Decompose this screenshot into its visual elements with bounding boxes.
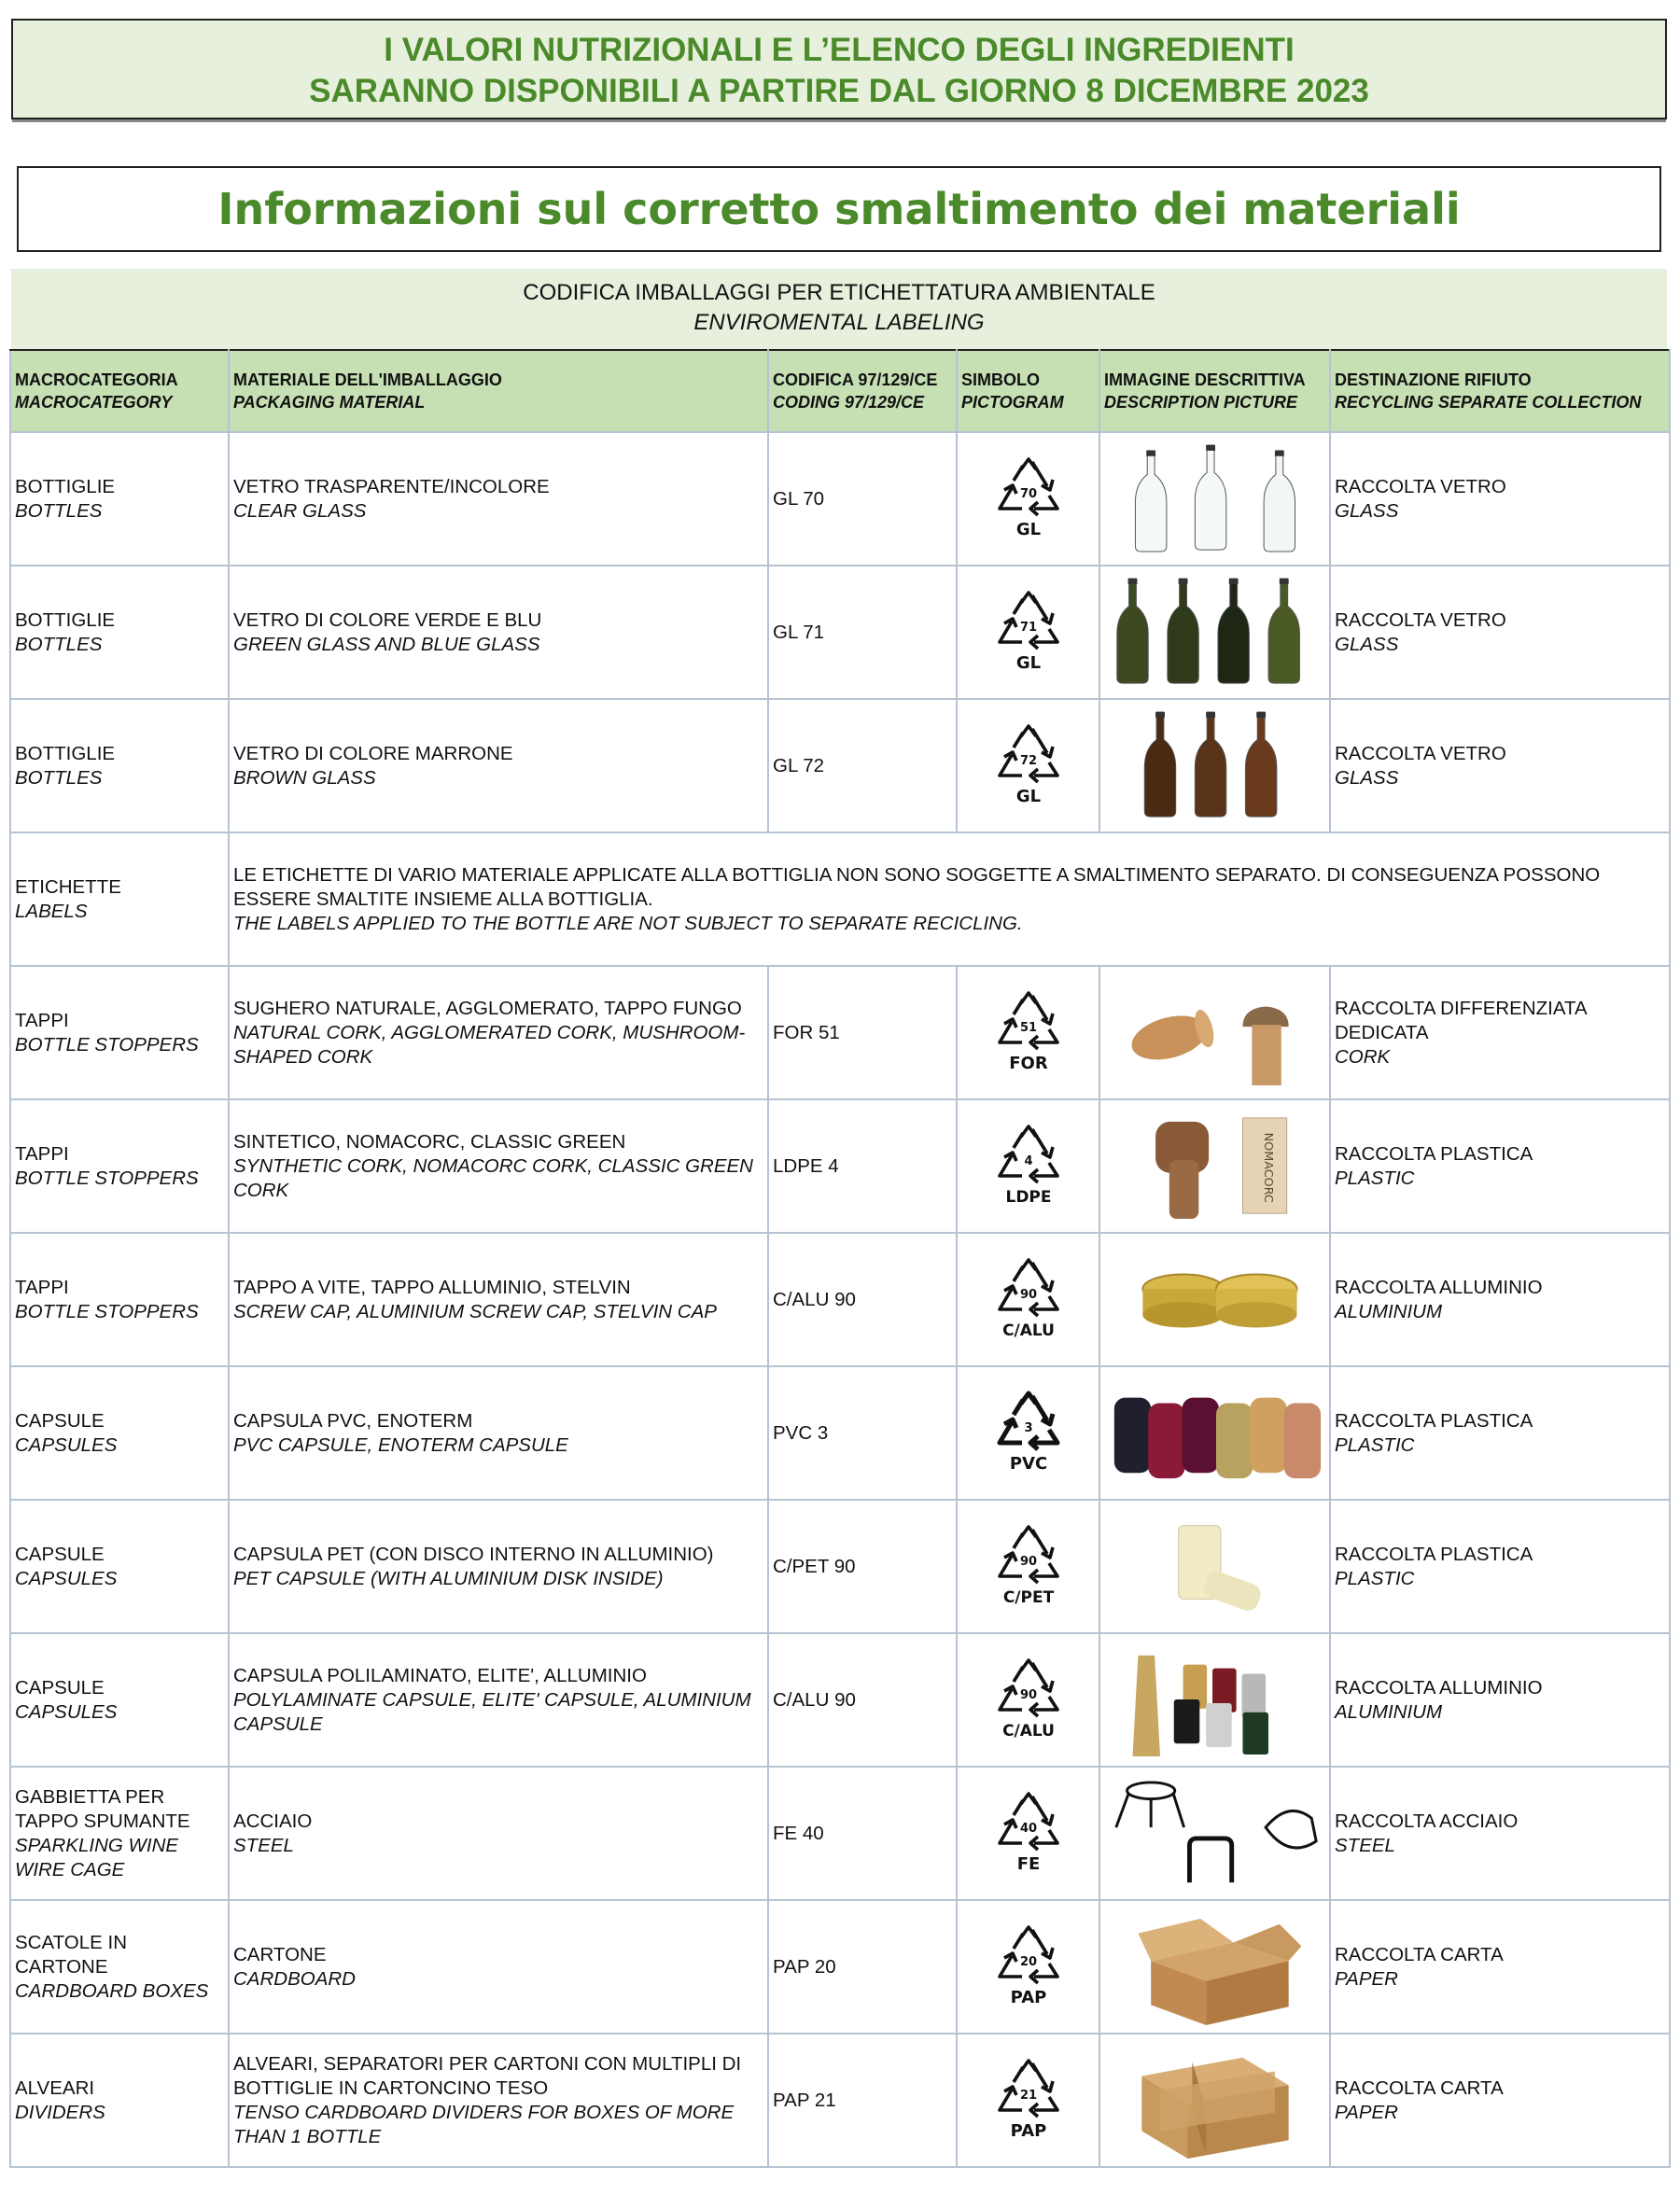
material-cell: VETRO TRASPARENTE/INCOLORE CLEAR GLASS	[229, 432, 768, 566]
recycling-triangle-icon	[991, 590, 1066, 676]
pictogram-cell	[957, 1500, 1099, 1633]
recycling-code-number: 90	[1019, 1287, 1037, 1302]
pictogram-cell	[957, 1366, 1099, 1500]
recycling-triangle-icon	[991, 1657, 1066, 1743]
coding-cell: LDPE 4	[768, 1099, 957, 1233]
picture-cell	[1099, 432, 1330, 566]
material-cell: CAPSULA POLILAMINATO, ELITE', ALLUMINIO POLYLAMINATE CAPSULE, ELITE' CAPSULE, ALUMINIUM CAPSULE	[229, 1633, 768, 1767]
recycling-code-label: FOR	[1008, 1053, 1048, 1073]
packaging-table	[9, 349, 1671, 2168]
table-row	[10, 1099, 1670, 1233]
pictogram-cell	[957, 566, 1099, 699]
macrocategory-cell: BOTTIGLIE BOTTLES	[10, 566, 229, 699]
destination-cell: RACCOLTA ALLUMINIO ALUMINIUM	[1330, 1233, 1670, 1366]
material-cell: SUGHERO NATURALE, AGGLOMERATO, TAPPO FUNGO NATURAL CORK, AGGLOMERATED CORK, MUSHROOM-SHAPED CORK	[229, 966, 768, 1099]
recycling-code-label: PAP	[1010, 1987, 1046, 2007]
recycling-code-number: 71	[1019, 620, 1037, 635]
recycling-code-label: FE	[1016, 1853, 1040, 1874]
destination-cell: RACCOLTA PLASTICA PLASTIC	[1330, 1500, 1670, 1633]
table-row	[10, 1500, 1670, 1633]
page-title: Informazioni sul corretto smaltimento dei materiali	[217, 184, 1461, 234]
green-glass-bottles-image	[1105, 570, 1325, 695]
material-cell: CAPSULA PVC, ENOTERM PVC CAPSULE, ENOTERM CAPSULE	[229, 1366, 768, 1500]
recycling-triangle-icon	[991, 990, 1066, 1076]
table-header-row	[10, 350, 1670, 432]
clear-glass-bottles-image	[1105, 437, 1325, 562]
picture-cell	[1099, 1767, 1330, 1900]
codifica-title-it: CODIFICA IMBALLAGGI PER ETICHETTATURA AMBIENTALE	[523, 280, 1155, 305]
recycling-triangle-icon	[991, 1257, 1066, 1343]
notice-line-1: I VALORI NUTRIZIONALI E L’ELENCO DEGLI INGREDIENTI	[384, 32, 1295, 68]
picture-cell	[1099, 966, 1330, 1099]
destination-cell: RACCOLTA ACCIAIO STEEL	[1330, 1767, 1670, 1900]
material-cell: CAPSULA PET (CON DISCO INTERNO IN ALLUMINIO) PET CAPSULE (WITH ALUMINIUM DISK INSIDE)	[229, 1500, 768, 1633]
pictogram-cell	[957, 966, 1099, 1099]
pvc-capsules-image	[1105, 1371, 1325, 1496]
coding-cell: PAP 21	[768, 2034, 957, 2167]
header-image: IMMAGINE DESCRITTIVA DESCRIPTION PICTURE	[1099, 350, 1330, 432]
destination-cell: RACCOLTA CARTA PAPER	[1330, 2034, 1670, 2167]
macrocategory-cell: CAPSULE CAPSULES	[10, 1633, 229, 1767]
header-coding: CODIFICA 97/129/CE CODING 97/129/CE	[768, 350, 957, 432]
material-cell: TAPPO A VITE, TAPPO ALLUMINIO, STELVIN SCREW CAP, ALUMINIUM SCREW CAP, STELVIN CAP	[229, 1233, 768, 1366]
cork-brand-text: NOMACORC	[1260, 1132, 1275, 1203]
material-cell: CARTONE CARDBOARD	[229, 1900, 768, 2034]
destination-cell: RACCOLTA CARTA PAPER	[1330, 1900, 1670, 2034]
coding-cell: C/ALU 90	[768, 1633, 957, 1767]
pictogram-cell	[957, 2034, 1099, 2167]
cardboard-box-image	[1105, 1905, 1325, 2030]
recycling-code-number: 4	[1023, 1153, 1033, 1168]
coding-cell: GL 71	[768, 566, 957, 699]
header-symbol: SIMBOLO PICTOGRAM	[957, 350, 1099, 432]
coding-cell: PAP 20	[768, 1900, 957, 2034]
coding-cell: FOR 51	[768, 966, 957, 1099]
material-cell: ACCIAIO STEEL	[229, 1767, 768, 1900]
table-row	[10, 432, 1670, 566]
recycling-triangle-icon	[991, 723, 1066, 809]
coding-cell: FE 40	[768, 1767, 957, 1900]
recycling-triangle-icon	[991, 1924, 1066, 2010]
wire-cages-image	[1105, 1771, 1325, 1896]
picture-cell	[1099, 699, 1330, 832]
header-material: MATERIALE DELL'IMBALLAGGIO PACKAGING MATERIAL	[229, 350, 768, 432]
recycling-code-label: PAP	[1010, 2120, 1046, 2141]
destination-cell: RACCOLTA PLASTICA PLASTIC	[1330, 1366, 1670, 1500]
pet-capsules-image	[1105, 1504, 1325, 1629]
screw-caps-image	[1105, 1237, 1325, 1363]
recycling-code-number: 70	[1019, 486, 1037, 501]
recycling-code-label: GL	[1015, 652, 1041, 673]
picture-cell	[1099, 1099, 1330, 1233]
header-destination: DESTINAZIONE RIFIUTO RECYCLING SEPARATE COLLECTION	[1330, 350, 1670, 432]
table-row	[10, 1633, 1670, 1767]
recycling-triangle-icon	[991, 2058, 1066, 2144]
macrocategory-cell: CAPSULE CAPSULES	[10, 1366, 229, 1500]
macrocategory-cell: SCATOLE IN CARTONE CARDBOARD BOXES	[10, 1900, 229, 2034]
table-row	[10, 1366, 1670, 1500]
natural-corks-image	[1105, 971, 1325, 1096]
destination-cell: RACCOLTA VETRO GLASS	[1330, 566, 1670, 699]
recycling-code-number: 3	[1023, 1420, 1033, 1435]
pictogram-cell	[957, 1900, 1099, 2034]
material-cell: VETRO DI COLORE MARRONE BROWN GLASS	[229, 699, 768, 832]
destination-cell: RACCOLTA DIFFERENZIATA DEDICATA CORK	[1330, 966, 1670, 1099]
disposal-title-banner	[17, 166, 1661, 252]
codifica-title-en: ENVIROMENTAL LABELING	[693, 310, 985, 335]
synthetic-corks-image	[1105, 1104, 1325, 1229]
cardboard-dividers-image	[1105, 2038, 1325, 2163]
recycling-code-number: 90	[1019, 1687, 1037, 1702]
pictogram-cell	[957, 699, 1099, 832]
coding-cell: C/PET 90	[768, 1500, 957, 1633]
table-row	[10, 1767, 1670, 1900]
coding-cell: PVC 3	[768, 1366, 957, 1500]
macrocategory-cell: TAPPI BOTTLE STOPPERS	[10, 1233, 229, 1366]
picture-cell	[1099, 1900, 1330, 2034]
coding-cell: GL 72	[768, 699, 957, 832]
notice-line-2: SARANNO DISPONIBILI A PARTIRE DAL GIORNO 8 DICEMBRE 2023	[309, 73, 1369, 109]
table-row	[10, 966, 1670, 1099]
picture-cell	[1099, 1366, 1330, 1500]
recycling-triangle-icon	[991, 1124, 1066, 1209]
macrocategory-cell: BOTTIGLIE BOTTLES	[10, 432, 229, 566]
table-row	[10, 566, 1670, 699]
material-cell: VETRO DI COLORE VERDE E BLU GREEN GLASS AND BLUE GLASS	[229, 566, 768, 699]
recycling-triangle-icon	[991, 1791, 1066, 1877]
recycling-code-label: GL	[1015, 786, 1041, 806]
macrocategory-cell: GABBIETTA PER TAPPO SPUMANTE SPARKLING WINE WIRE CAGE	[10, 1767, 229, 1900]
destination-cell: RACCOLTA PLASTICA PLASTIC	[1330, 1099, 1670, 1233]
header-macrocategory: MACROCATEGORIA MACROCATEGORY	[10, 350, 229, 432]
recycling-triangle-icon	[991, 1524, 1066, 1610]
table-row	[10, 1233, 1670, 1366]
codifica-header	[11, 269, 1667, 349]
destination-cell: RACCOLTA VETRO GLASS	[1330, 699, 1670, 832]
recycling-code-number: 51	[1019, 1020, 1037, 1035]
recycling-code-number: 40	[1019, 1821, 1037, 1836]
table-row	[10, 1900, 1670, 2034]
macrocategory-cell: TAPPI BOTTLE STOPPERS	[10, 1099, 229, 1233]
material-cell: SINTETICO, NOMACORC, CLASSIC GREEN SYNTHETIC CORK, NOMACORC CORK, CLASSIC GREEN CORK	[229, 1099, 768, 1233]
recycling-code-number: 20	[1019, 1954, 1037, 1969]
recycling-triangle-icon	[991, 456, 1066, 542]
recycling-code-label: LDPE	[1004, 1187, 1052, 1207]
recycling-code-number: 21	[1019, 2088, 1037, 2103]
macrocategory-cell: ALVEARI DIVIDERS	[10, 2034, 229, 2167]
destination-cell: RACCOLTA VETRO GLASS	[1330, 432, 1670, 566]
pictogram-cell	[957, 432, 1099, 566]
macrocategory-cell: TAPPI BOTTLE STOPPERS	[10, 966, 229, 1099]
pictogram-cell	[957, 1767, 1099, 1900]
pictogram-cell	[957, 1633, 1099, 1767]
recycling-triangle-icon	[991, 1391, 1066, 1476]
recycling-code-label: C/PET	[1002, 1587, 1054, 1607]
picture-cell	[1099, 2034, 1330, 2167]
picture-cell	[1099, 1233, 1330, 1366]
recycling-code-label: GL	[1015, 519, 1041, 539]
picture-cell	[1099, 1500, 1330, 1633]
recycling-code-number: 72	[1019, 753, 1037, 768]
labels-macrocategory-cell: ETICHETTE LABELS	[10, 832, 229, 966]
polylaminate-capsules-image	[1105, 1638, 1325, 1763]
picture-cell	[1099, 566, 1330, 699]
table-row	[10, 2034, 1670, 2167]
recycling-code-label: C/ALU	[1001, 1321, 1055, 1340]
nutrition-notice-banner	[11, 19, 1667, 119]
labels-note-cell: LE ETICHETTE DI VARIO MATERIALE APPLICATE ALLA BOTTIGLIA NON SONO SOGGETTE A SMALTIMENTO SEPARATO. DI CONSEGUENZA POSSONO ESSERE SMALTITE INSIEME ALLA BOTTIGLIA. THE LABELS APPLIED TO THE BOTTLE ARE NOT SUBJECT TO SEPARATE RECICLING.	[229, 832, 1670, 966]
recycling-code-label: C/ALU	[1001, 1721, 1055, 1741]
pictogram-cell	[957, 1099, 1099, 1233]
table-row	[10, 699, 1670, 832]
labels-row	[10, 832, 1670, 966]
coding-cell: C/ALU 90	[768, 1233, 957, 1366]
macrocategory-cell: BOTTIGLIE BOTTLES	[10, 699, 229, 832]
recycling-code-label: PVC	[1009, 1453, 1047, 1474]
macrocategory-cell: CAPSULE CAPSULES	[10, 1500, 229, 1633]
recycling-code-number: 90	[1019, 1554, 1037, 1569]
picture-cell	[1099, 1633, 1330, 1767]
material-cell: ALVEARI, SEPARATORI PER CARTONI CON MULTIPLI DI BOTTIGLIE IN CARTONCINO TESO TENSO CARDBOARD DIVIDERS FOR BOXES OF MORE THAN 1 BOTTLE	[229, 2034, 768, 2167]
pictogram-cell	[957, 1233, 1099, 1366]
coding-cell: GL 70	[768, 432, 957, 566]
destination-cell: RACCOLTA ALLUMINIO ALUMINIUM	[1330, 1633, 1670, 1767]
brown-glass-bottles-image	[1105, 704, 1325, 829]
